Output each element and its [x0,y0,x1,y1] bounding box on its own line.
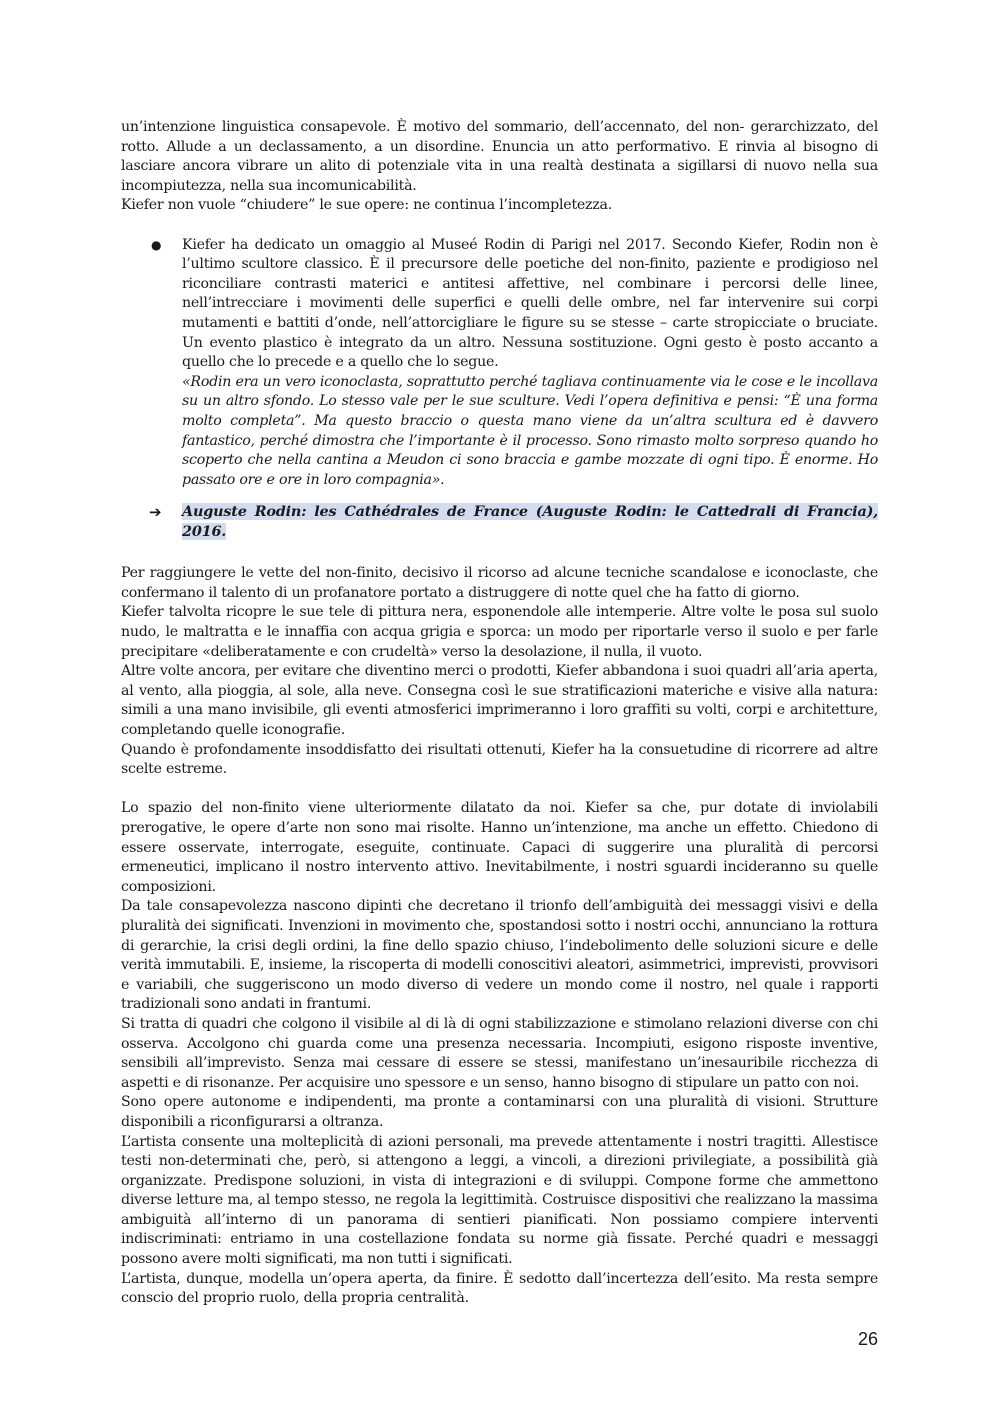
intro-paragraph: Kiefer non vuole “chiudere” le sue opere: ne continua l’incompletezza. [121,197,612,214]
body-paragraph: Per raggiungere le vette del non-finito, decisivo il ricorso ad alcune tecniche scandalose e iconoclaste, che confermano il talento di un profanatore portato a distruggere di notte quel che ha fatto di giorno. [121,565,878,601]
rodin-quote: «Rodin era un vero iconoclasta, soprattutto perché tagliava continuamente via le cose e le incollava su un altro sfondo. Lo stesso vale per le sue sculture. Vedi l’opera definitiva e pensi: “È una forma molto completa”. Ma questo braccio o questa mano viene da un’altra scultura ed è davvero fantastico, perché dimostra che l’importante è il processo. Sono rimasto molto sorpreso quando ho scoperto che nella cantina a Meudon ci sono braccia e gambe mozzate di ogni tipo. È enorme. Ho passato ore e ore in loro compagnia». [182,373,878,488]
intro-paragraph: un’intenzione linguistica consapevole. È motivo del sommario, dell’accennato, del non- gerarchizzato, del rotto. Allude a un declassamento, a un disordine. Enuncia un atto performativo. E rinvia al bisogno di lasciare ancora vibrare un alito di potenziale vita in una realtà destinata a sigillarsi di nuovo nella sua incompiutezza, nella sua incomunicabilità. [121,119,878,194]
body-paragraph: Altre volte ancora, per evitare che diventino merci o prodotti, Kiefer abbandona i suoi quadri all’aria aperta, al vento, alla pioggia, al sole, alla neve. Consegna così le sue stratificazioni materiche e visive alla natura: simili a una mano invisibile, gli eventi atmosferici imprimeranno i loro graffiti su volti, corpi e architetture, completando quelle iconografie. [121,663,878,739]
body-paragraph: L’artista, dunque, modella un’opera aperta, da finire. È sedotto dall’incertezza dell’esito. Ma resta sempre conscio del proprio ruolo, della propria centralità. [121,1270,878,1307]
body-paragraph: Kiefer talvolta ricopre le sue tele di pittura nera, esponendole alle intemperie. Altre volte le posa sul suolo nudo, le maltratta e le innaffia con acqua grigia e sporca: un modo per riportarle verso il suolo e per farle precipitare «deliberatamente e con crudeltà» verso la desolazione, il nulla, il vuoto. [121,604,878,660]
arrow-right-icon: ➔ [149,503,162,522]
artwork-heading [182,502,878,542]
artwork-heading-block [121,502,878,542]
bullet-marker-icon: ● [151,237,162,252]
bullet-item [121,236,878,491]
body-paragraph: Si tratta di quadri che colgono il visibile al di là di ogni stabilizzazione e stimolano relazioni diverse con chi osserva. Accolgono chi guarda come una presenza necessaria. Incompiuti, esigono risposte inventive, sensibili all’imprevisto. Senza mai cessare di essere se stessi, manifestano un’inesauribile ricchezza di aspetti e di risonanze. Per acquisire uno spessore e un senso, hanno bisogno di stipulare un patto con noi. [121,1015,878,1091]
bullet-text: Kiefer ha dedicato un omaggio al Museé Rodin di Parigi nel 2017. Secondo Kiefer, Rodin non è l’ultimo scultore classico. È il precursore delle poetiche del non-finito, paziente e prodigioso nel riconciliare contrasti materici e antitesi affettive, nel combinare i percorsi delle linee, nell’intrecciare i movimenti delle superfici e quelli delle ombre, nel far intervenire sui corpi mutamenti e battiti d’onde, nell’attorcigliare le figure su se stesse – carte stropicciate o bruciate. Un evento plastico è integrato da un altro. Nessuna sostituzione. Ogni gesto è posto accanto a quello che lo precede e a quello che lo segue. [182,236,878,371]
body-paragraph: Sono opere autonome e indipendenti, ma pronte a contaminarsi con una pluralità di visioni. Strutture disponibili a riconfigurarsi a oltranza. [121,1094,878,1130]
body-paragraph: Da tale consapevolezza nascono dipinti che decretano il trionfo dell’ambiguità dei messaggi visivi e della pluralità dei significati. Invenzioni in movimento che, spostandosi sotto i nostri occhi, annunciano la rottura di gerarchie, la crisi degli ordini, la fine dello spazio chiuso, l’indebolimento delle soluzioni sicure e delle verità immutabili. E, insieme, la riscoperta di modelli conoscitivi aleatori, asimmetrici, imprevisti, provvisori e variabili, che suggeriscono un modo diverso di vedere un mondo come il nostro, nel quale i rapporti tradizionali sono andati in frantumi. [121,898,878,1013]
page-number: 26 [857,1329,878,1349]
artwork-heading-text: Auguste Rodin: les Cathédrales de France (Auguste Rodin: le Cattedrali di Francia), 2016. [182,503,878,541]
body-paragraph: Quando è profondamente insoddisfatto dei risultati ottenuti, Kiefer ha la consuetudine di ricorrere ad altre scelte estreme. [121,741,878,778]
body-paragraph: L’artista consente una molteplicità di azioni personali, ma prevede attentamente i nostri tragitti. Allestisce testi non-determinati che, però, si attengono a leggi, a vincoli, a direzioni privilegiate, a possibilità già organizzate. Predispone soluzioni, in vista di integrazioni e di sviluppi. Compone forme che ammettono diverse letture ma, al tempo stesso, ne regola la legittimità. Costruisce dispositivi che realizzano la massima ambiguità all’interno di un panorama di sentieri pianificati. Non possiamo compiere interventi indiscriminati: entriamo in una costellazione fondata su norme già fissate. Perché quadri e messaggi possono avere molti significati, ma non tutti i significati. [121,1133,878,1268]
body-paragraph: Lo spazio del non-finito viene ulteriormente dilatato da noi. Kiefer sa che, pur dotate di inviolabili prerogative, le opere d’arte non sono mai risolte. Hanno un’intenzione, ma anche un effetto. Chiedono di essere osservate, interrogate, eseguite, continuate. Capaci di suggerire una pluralità di percorsi ermeneutici, implicano il nostro intervento attivo. Inevitabilmente, i nostri sguardi incideranno su quelle composizioni. [121,800,878,895]
document-page [121,118,878,1309]
